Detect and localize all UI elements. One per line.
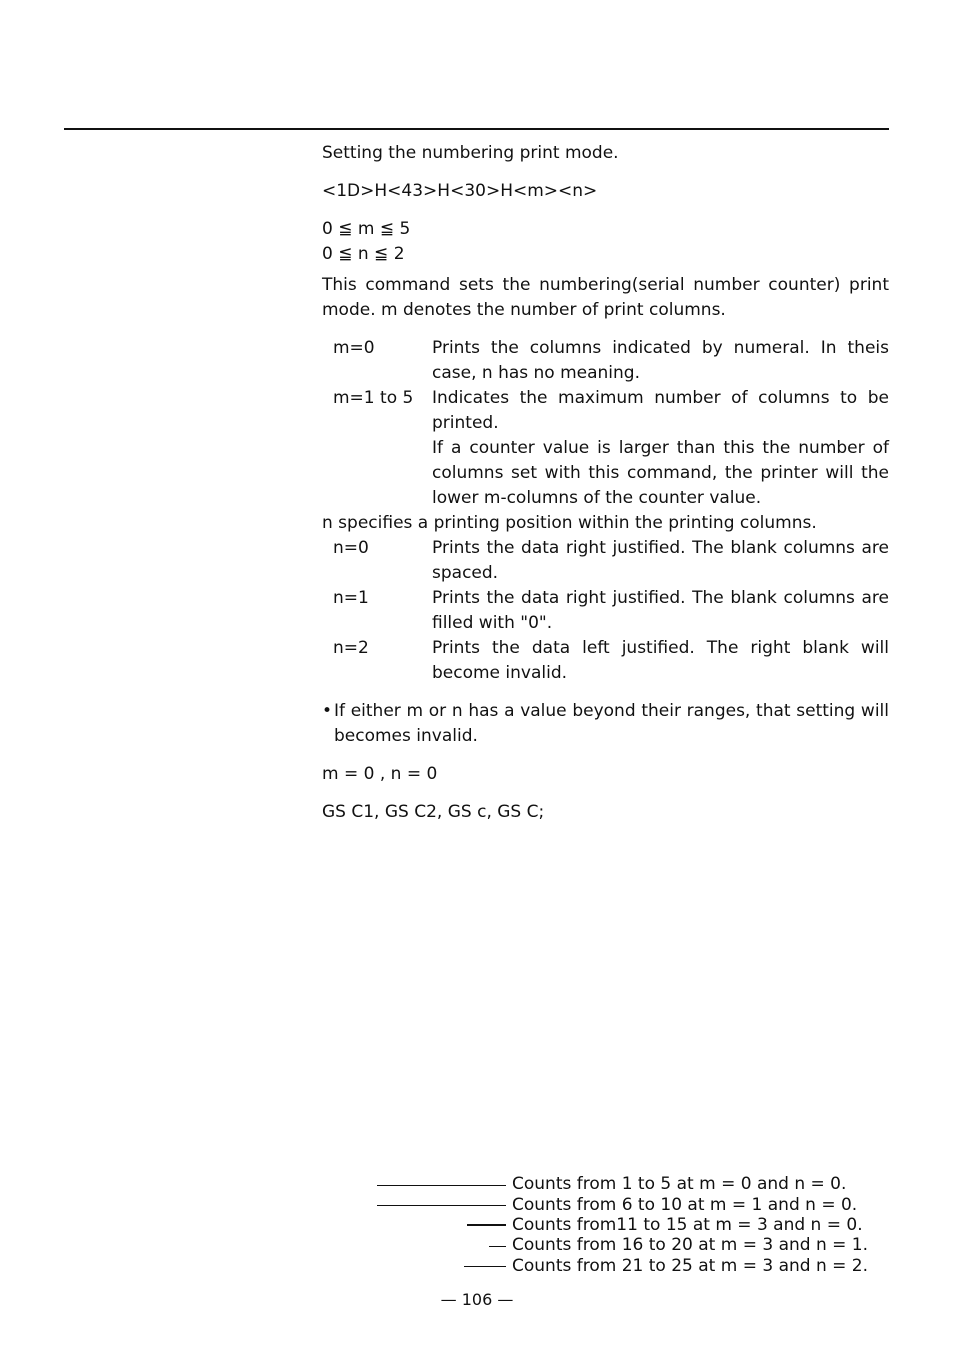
caption: Counts from 6 to 10 at m = 1 and n = 0. [512,1195,858,1215]
m-item-text: If a counter value is larger than this the number of columns set with this command, the printer will the lower m-columns of the counter value. [432,438,889,508]
note-text: If either m or n has a value beyond their ranges, that setting will becomes invalid. [334,701,889,746]
m-item-label: m=0 [333,338,375,358]
caption: Counts from 1 to 5 at m = 0 and n = 0. [512,1174,847,1194]
note [322,699,889,749]
caption: Counts from 21 to 25 at m = 3 and n = 2. [512,1256,869,1276]
n-item-text: Prints the data right justified. The blank columns are filled with "0". [432,588,889,633]
default-value: m = 0 , n = 0 [322,764,438,784]
n-item-label: n=1 [333,588,369,608]
m-item-text: Prints the columns indicated by numeral. In theis case, n has no meaning. [432,338,889,383]
m-item-text: Indicates the maximum number of columns to be printed. [432,388,889,433]
caption: Counts from11 to 15 at m = 3 and n = 0. [512,1215,863,1235]
caption: Counts from 16 to 20 at m = 3 and n = 1. [512,1235,869,1255]
header-rule [64,128,889,130]
caption-leader-line [377,1205,506,1206]
n-intro: n specifies a printing position within the printing columns. [322,513,817,533]
caption-leader-line [464,1266,506,1267]
caption-leader-line [467,1224,506,1226]
caption-leader-line [377,1185,506,1186]
page-number: — 106 — [440,1290,514,1309]
n-item-text: Prints the data right justified. The blank columns are spaced. [432,538,889,583]
range-m: 0 ≦ m ≦ 5 [322,219,411,239]
related-commands: GS C1, GS C2, GS c, GS C; [322,802,545,822]
caption-leader-line [489,1246,506,1247]
m-item-label: m=1 to 5 [333,388,414,408]
bullet: • [322,701,333,721]
section-heading: Setting the numbering print mode. [322,143,619,163]
description: This command sets the numbering(serial number counter) print mode. m denotes the number of print columns. [322,275,889,320]
n-item-text: Prints the data left justified. The right blank will become invalid. [432,638,889,683]
range-n: 0 ≦ n ≦ 2 [322,244,405,264]
command-code: <1D>H<43>H<30>H<m><n> [322,181,598,201]
n-item-label: n=2 [333,638,369,658]
n-item-label: n=0 [333,538,369,558]
